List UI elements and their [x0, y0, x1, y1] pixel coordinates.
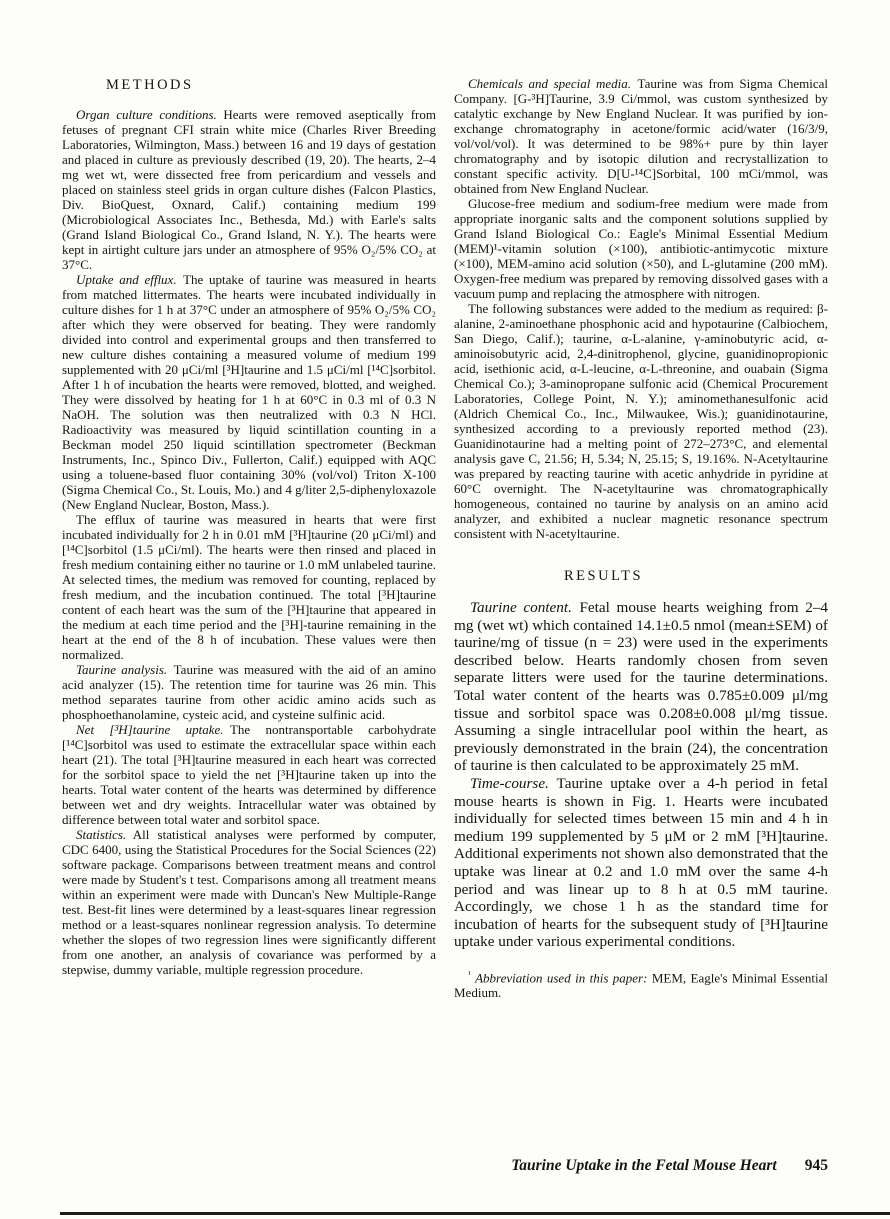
paragraph-lead: Chemicals and special media.	[468, 76, 632, 91]
paragraph-lead: Uptake and efflux.	[76, 272, 177, 287]
methods-section	[62, 107, 436, 977]
footnote	[454, 967, 828, 1000]
paragraph: The following substances were added to the medium as required: β-alanine, 2-aminoethane phosphonic acid and hypotaurine (Calbiochem, San Diego, Calif.); taurine, α-L-alanine, γ-aminobutyric acid, α-aminoisobutyric acid, 2,4-dinitrophenol, glycine, guanidinopropionic acid, isethionic acid, α-L-leucine, α-L-threonine, and ouabain (Sigma Chemical Co.); 3-aminopropane sulfonic acid (Chemical Procurement Laboratories, College Point, N. Y.); aminomethanesulfonic acid (Aldrich Chemical Co., Inc., Milwaukee, Wis.); guanidinotaurine, synthesized according to a previously reported method (23). Guanidinotaurine had a melting point of 272–273°C, and elemental analysis gave C, 21.56; H, 5.34; N, 25.15; S, 19.16%. N-Acetyltaurine was prepared by reacting taurine with acetic anhydride in pyridine at 60°C overnight. The N-acetyltaurine was chromatographically homogeneous, contained no taurine by analysis on an amino acid analyzer, and exhibited a nuclear magnetic resonance spectrum consistent with N-acetyltaurine.	[454, 301, 828, 541]
scan-edge-artifact	[60, 1212, 890, 1215]
results-heading: RESULTS	[564, 568, 644, 584]
left-column	[62, 76, 436, 1000]
two-column-layout	[62, 76, 828, 1000]
paragraph-lead: Taurine content.	[470, 599, 572, 616]
page-footer	[511, 1157, 828, 1175]
paragraph-lead: Net [³H]taurine uptake.	[76, 722, 224, 737]
paragraph-lead: Organ culture conditions.	[76, 107, 217, 122]
footnote-lead: Abbreviation used in this paper:	[475, 970, 648, 986]
paragraph: The efflux of taurine was measured in hearts that were first incubated individually for 2 h in 0.01 mM [³H]taurine (20 μCi/ml) and [¹⁴C]sorbitol (1.5 μCi/ml). The hearts were then rinsed and placed in fresh medium containing either no taurine or 1.0 mM unlabeled taurine. At selected times, the medium was removed for counting, replaced by fresh medium, and the incubation continued. The total [³H]taurine content of each heart was the sum of the [³H]taurine that appeared in the medium at each time period and the [³H]-taurine remaining in the heart at the end of the 8 h of incubation. These values were then normalized.	[62, 512, 436, 662]
paragraph: Net [³H]taurine uptake. The nontransportable carbohydrate [¹⁴C]sorbitol was used to estimate the extracellular space within each heart (21). The total [³H]taurine measured in each heart was corrected for the sorbitol space to yield the net [³H]taurine taken up into the hearts. Total water content of the hearts was determined by difference between wet and dry weights. Intracellular water was obtained by difference between total water and sorbitol space.	[62, 722, 436, 827]
paragraph-lead: Statistics.	[76, 827, 127, 842]
paragraph: Taurine content. Fetal mouse hearts weighing from 2–4 mg (wet wt) which contained 14.1±0.5 nmol (mean±SEM) of taurine/mg of tissue (n = 23) were used in the experiments described below. Hearts randomly chosen from seven separate litters were used for the taurine determinations. Total water content of the hearts was 0.785±0.009 μl/mg tissue and sorbitol space was 0.208±0.008 μl/mg tissue. Assuming a single intracellular pool within the heart, as previously demonstrated in the brain (24), the concentration of taurine is then calculated to be approximately 25 mM.	[454, 599, 829, 775]
paragraph: Organ culture conditions. Hearts were removed aseptically from fetuses of pregnant CFI strain white mice (Charles River Breeding Laboratories, Wilmington, Mass.) between 16 and 19 days of gestation and placed in culture as previously described (19, 20). The hearts, 2–4 mg wet wt, were dissected free from pericardium and vessels and placed on stainless steel grids in organ culture dishes (Falcon Plastics, Div. BioQuest, Oxnard, Calif.) containing medium 199 (Microbiological Associates Inc., Bethesda, Md.) with Earle's salts (Grand Island Biological Co., Grand Island, N. Y.). The hearts were kept in airtight culture jars under an atmosphere of 95% O₂/5% CO₂ at 37°C.	[62, 107, 436, 272]
footnote-marker: ¹	[468, 968, 471, 979]
chemicals-section	[454, 76, 828, 541]
paragraph: Chemicals and special media. Taurine was from Sigma Chemical Company. [G-³H]Taurine, 3.9 Ci/mmol, was custom synthesized by catalytic exchange by New England Nuclear. It was purified by ion-exchange chromatography in acetone/formic acid/water (16/3/9, vol/vol/vol). It was determined to be 98%+ pure by thin layer chromatography and by isotopic dilution and recrystallization to constant specific activity. D[U-¹⁴C]Sorbital, 100 mCi/mmol, was obtained from New England Nuclear.	[454, 76, 828, 196]
methods-heading: METHODS	[106, 77, 194, 93]
page-number: 945	[804, 1157, 828, 1174]
results-section	[454, 599, 828, 951]
paragraph-lead: Taurine analysis.	[76, 662, 168, 677]
paragraph: Time-course. Taurine uptake over a 4-h period in fetal mouse hearts is shown in Fig. 1. Hearts were incubated individually for selected times between 15 min and 4 h in medium 199 supplemented by 5 μM or 2 mM [³H]taurine. Additional experiments not shown also demonstrated that the uptake was linear at 0.2 and 1.0 mM over the same 4-h period and was linear up to 8 h at 0.5 mM taurine. Accordingly, we chose 1 h as the standard time for incubation of hearts for the subsequent study of [³H]taurine uptake under various experimental conditions.	[454, 774, 828, 951]
paragraph: Taurine analysis. Taurine was measured with the aid of an amino acid analyzer (15). The retention time for taurine was 26 min. This method separates taurine from other acidic amino acids such as phosphoethanolamine, cysteic acid, and cysteine sulfinic acid.	[62, 662, 436, 722]
paragraph-lead: Time-course.	[470, 774, 549, 792]
running-title: Taurine Uptake in the Fetal Mouse Heart	[511, 1157, 777, 1174]
paragraph: Statistics. All statistical analyses were performed by computer, CDC 6400, using the Statistical Procedures for the Social Sciences (22) software package. Comparisons between treatment means and control were made by Student's t test. Comparisons among all treatment means within an experiment were made with Duncan's New Multiple-Range test. Best-fit lines were determined by a least-squares linear regression method or a least-squares nonlinear regression analysis. To determine whether the slopes of two regression lines were significantly different from one another, an analysis of covariance was performed by a stepwise, dummy variable, multiple regression procedure.	[62, 827, 436, 977]
paragraph: Glucose-free medium and sodium-free medium were made from appropriate inorganic salts and the component solutions supplied by Grand Island Biological Co.: Eagle's Minimal Essential Medium (MEM)¹-vitamin solution (×100), antibiotic-antimycotic mixture (×100), MEM-amino acid solution (×50), and L-glutamine (200 mM). Oxygen-free medium was prepared by removing dissolved gases with a vacuum pump and replacing the atmosphere with nitrogen.	[454, 196, 828, 301]
paragraph: Uptake and efflux. The uptake of taurine was measured in hearts from matched littermates. The hearts were incubated individually in culture dishes for 1 h at 37°C under an atmosphere of 95% O₂/5% CO₂ after which they were observed for beating. They were randomly divided into control and experimental groups and then transferred to new culture dishes containing a measured volume of medium 199 supplemented with 20 μCi/ml [³H]taurine and 1.5 μCi/ml [¹⁴C]sorbitol. After 1 h of incubation the hearts were removed, blotted, and weighed. They were dissolved by heating for 1 h at 60°C in 0.3 ml of 0.3 N NaOH. The solution was then neutralized with 0.3 N HCl. Radioactivity was measured by liquid scintillation counting in a Beckman model 250 liquid scintillation spectrometer (Beckman Instruments, Inc., Spinco Div., Fullerton, Calif.) equipped with AQC using a toluene-based fluor containing 30% (vol/vol) Triton X-100 (Sigma Chemical Co., St. Louis, Mo.) and 4 g/liter 2,5-diphenyloxazole (New England Nuclear, Boston, Mass.).	[62, 272, 437, 512]
right-column	[454, 76, 828, 1000]
footnote-text: MEM, Eagle's Minimal Essential Medium.	[454, 970, 829, 1001]
